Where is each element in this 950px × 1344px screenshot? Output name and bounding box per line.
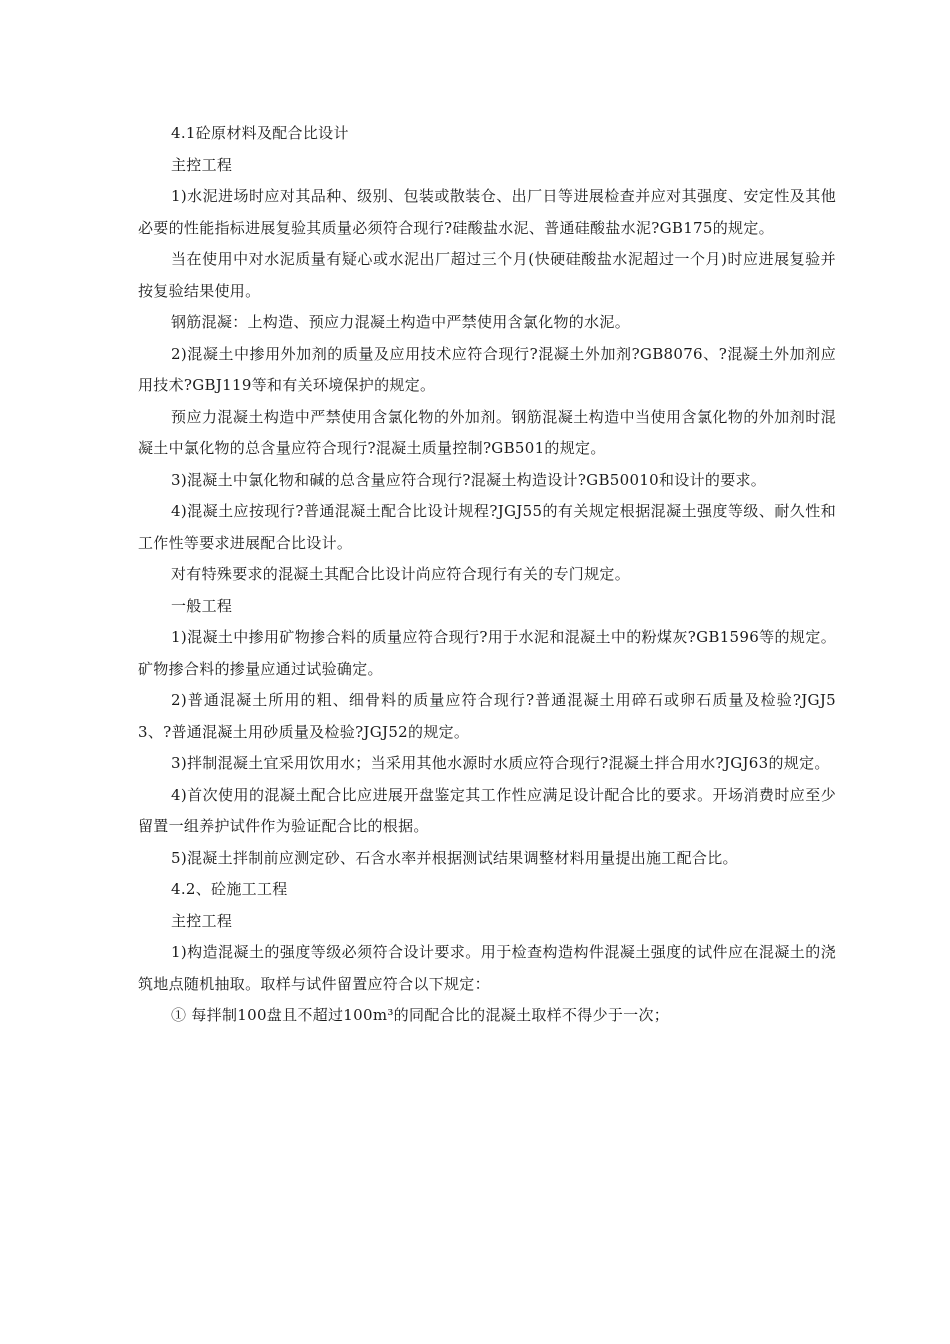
paragraph: 2)普通混凝土所用的粗、细骨料的质量应符合现行?普通混凝土用碎石或卵石质量及检验?JGJ53、?普通混凝土用砂质量及检验?JGJ52的规定。 [138,691,836,741]
paragraph: 2)混凝土中掺用外加剂的质量及应用技术应符合现行?混凝土外加剂?GB8076、?混凝土外加剂应用技术?GBJ119等和有关环境保护的规定。 [138,344,836,394]
list-item: ① 每拌制100盘且不超过100m³的同配合比的混凝土取样不得少于一次； [171,1006,670,1024]
section-heading-4-1: 4.1砼原材料及配合比设计 [171,124,349,142]
paragraph: 5)混凝土拌制前应测定砂、石含水率并根据测试结果调整材料用量提出施工配合比。 [171,848,738,867]
paragraph: 4)混凝土应按现行?普通混凝土配合比设计规程?JGJ55的有关规定根据混凝土强度等级、耐久性和工作性等要求进展配合比设计。 [138,502,836,552]
paragraph: 预应力混凝土构造中严禁使用含氯化物的外加剂。钢筋混凝土构造中当使用含氯化物的外加剂时混凝土中氯化物的总含量应符合现行?混凝土质量控制?GB501的规定。 [138,407,836,457]
paragraph: 1)混凝土中掺用矿物掺合料的质量应符合现行?用于水泥和混凝土中的粉煤灰?GB1596等的规定。矿物掺合料的掺量应通过试验确定。 [138,628,836,678]
paragraph: 1)构造混凝土的强度等级必须符合设计要求。用于检查构造构件混凝土强度的试件应在混凝土的浇筑地点随机抽取。取样与试件留置应符合以下规定： [138,943,836,993]
paragraph: 当在使用中对水泥质量有疑心或水泥出厂超过三个月(快硬硅酸盐水泥超过一个月)时应进展复验并按复验结果使用。 [138,250,836,300]
paragraph: 1)水泥进场时应对其品种、级别、包装或散装仓、出厂日等进展检查并应对其强度、安定性及其他必要的性能指标进展复验其质量必须符合现行?硅酸盐水泥、普通硅酸盐水泥?GB175的规定。 [138,187,836,237]
section-heading-4-2: 4.2、砼施工工程 [171,880,288,898]
paragraph: 3)拌制混凝土宜采用饮用水；当采用其他水源时水质应符合现行?混凝土拌合用水?JGJ63的规定。 [171,754,830,772]
paragraph: 对有特殊要求的混凝土其配合比设计尚应符合现行有关的专门规定。 [171,565,631,583]
subheading-general: 一般工程 [171,596,233,615]
subheading-main-control: 主控工程 [171,911,233,930]
paragraph: 3)混凝土中氯化物和碱的总含量应符合现行?混凝土构造设计?GB50010和设计的要求。 [171,470,767,489]
subheading-main-control: 主控工程 [171,155,233,174]
paragraph: 钢筋混凝：上构造、预应力混凝土构造中严禁使用含氯化物的水泥。 [171,313,631,331]
document-body [138,118,836,1032]
paragraph: 4)首次使用的混凝土配合比应进展开盘鉴定其工作性应满足设计配合比的要求。开场消费时应至少留置一组养护试件作为验证配合比的根据。 [138,785,836,835]
